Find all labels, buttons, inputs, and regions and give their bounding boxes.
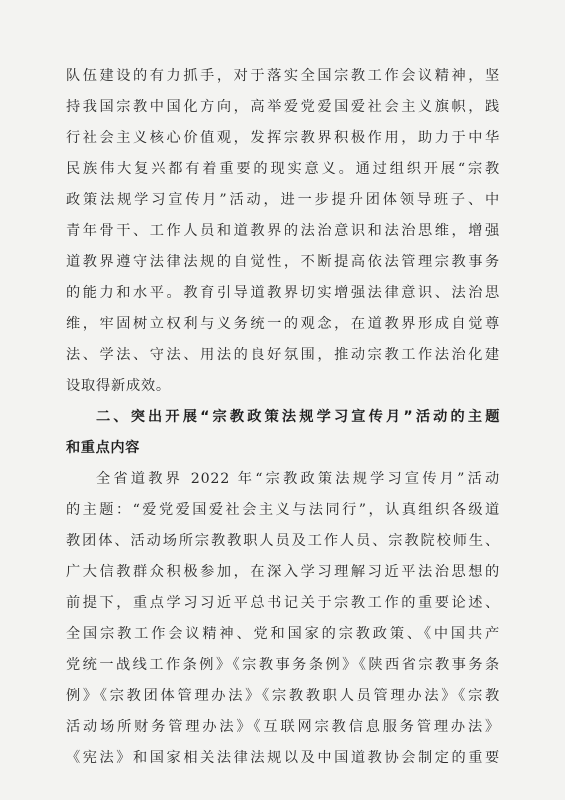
para2-line-7: 党统一战线工作条例》《宗教事务条例》《陕西省宗教事务条 xyxy=(66,657,500,673)
para2-line-9: 活动场所财务管理办法》《互联网宗教信息服务管理办法》 xyxy=(66,719,500,735)
para1-line-10: 法、学法、守法、用法的良好氛围，推动宗教工作法治化建 xyxy=(66,347,500,363)
para2-line-6: 全国宗教工作会议精神、党和国家的宗教政策、《中国共产 xyxy=(66,626,500,642)
para2-line-5: 前提下，重点学习习近平总书记关于宗教工作的重要论述、 xyxy=(66,595,500,611)
para1-line-1: 队伍建设的有力抓手，对于落实全国宗教工作会议精神，坚 xyxy=(66,68,500,84)
para2-line-2: 的主题：“爱党爱国爱社会主义与法同行”，认真组织各级道 xyxy=(66,502,500,518)
para1-line-6: 青年骨干、工作人员和道教界的法治意识和法治思维，增强 xyxy=(66,223,500,239)
para2-line-3: 教团体、活动场所宗教教职人员及工作人员、宗教院校师生、 xyxy=(66,533,500,549)
section-heading-line-2: 和重点内容 xyxy=(66,440,140,456)
para2-line-10: 《宪法》和国家相关法律法规以及中国道教协会制定的重要 xyxy=(66,750,500,766)
para2-line-4: 广大信教群众积极参加，在深入学习理解习近平法治思想的 xyxy=(66,564,500,580)
para1-line-7: 道教界遵守法律法规的自觉性，不断提高依法管理宗教事务 xyxy=(66,254,500,270)
para1-line-4: 民族伟大复兴都有着重要的现实意义。通过组织开展“宗教 xyxy=(66,161,500,177)
section-heading-line-1: 二、突出开展“宗教政策法规学习宣传月”活动的主题 xyxy=(96,409,500,425)
para2-line-1: 全省道教界 2022 年“宗教政策法规学习宣传月”活动 xyxy=(96,471,500,487)
para1-line-8: 的能力和水平。教育引导道教界切实增强法律意识、法治思 xyxy=(66,285,500,301)
para2-line-8: 例》《宗教团体管理办法》《宗教教职人员管理办法》《宗教 xyxy=(66,688,500,704)
para1-line-11: 设取得新成效。 xyxy=(66,378,171,394)
para1-line-5: 政策法规学习宣传月”活动，进一步提升团体领导班子、中 xyxy=(66,192,500,208)
para1-line-3: 行社会主义核心价值观，发挥宗教界积极作用，助力于中华 xyxy=(66,130,500,146)
para1-line-9: 维，牢固树立权利与义务统一的观念，在道教界形成自觉尊 xyxy=(66,316,500,332)
para1-line-2: 持我国宗教中国化方向，高举爱党爱国爱社会主义旗帜，践 xyxy=(66,99,500,115)
